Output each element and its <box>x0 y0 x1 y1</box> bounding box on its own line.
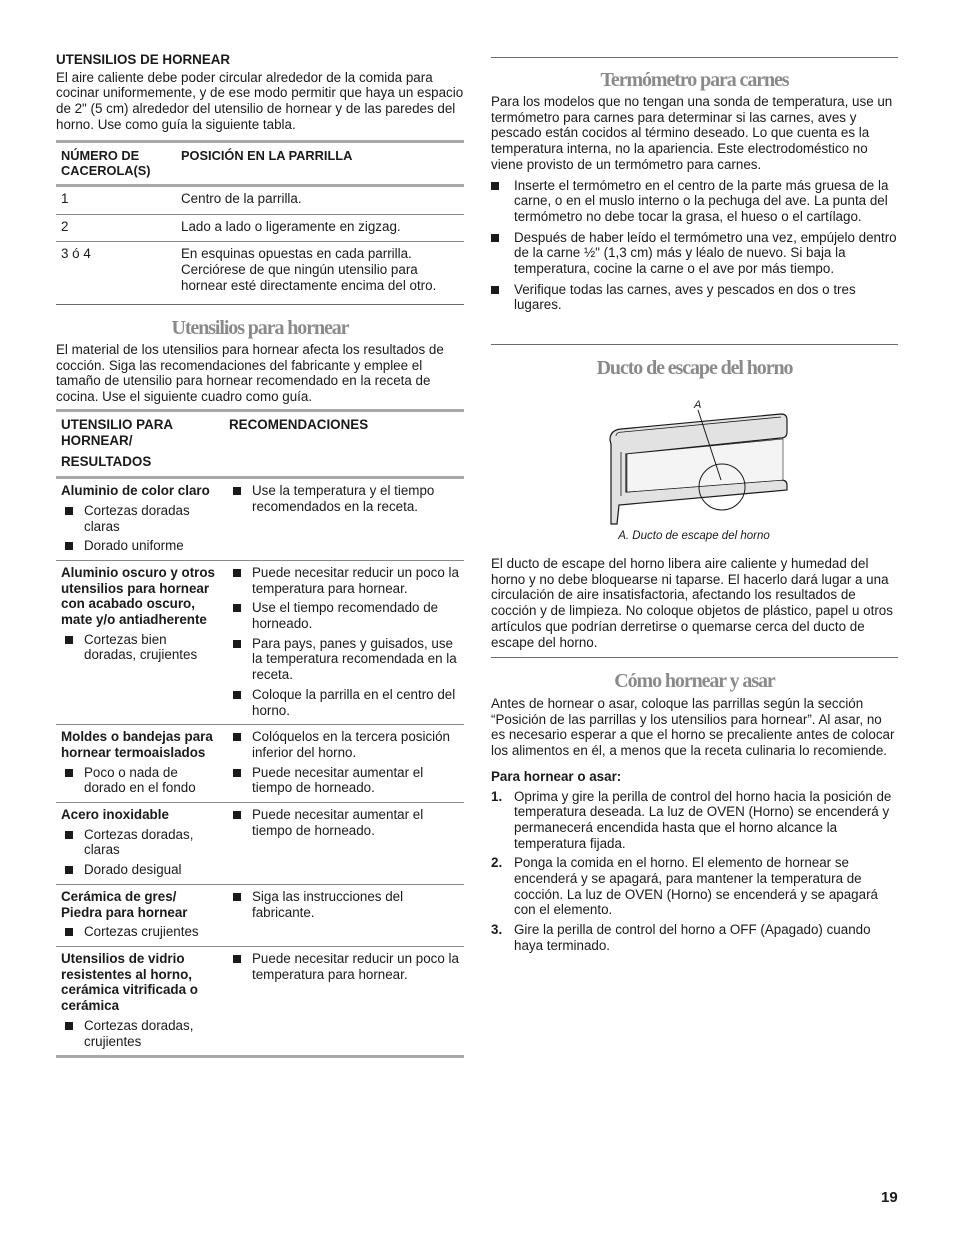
hornear-asar-section <box>491 696 898 954</box>
bullet-icon <box>233 640 241 648</box>
bullet-icon <box>65 507 73 515</box>
table-cell-utensil <box>56 725 224 803</box>
bullet-icon <box>65 831 73 839</box>
heading-ducto: Ducto de escape del horno <box>596 357 793 379</box>
table-cell-recs <box>224 560 464 724</box>
table-cell-recs <box>224 884 464 946</box>
list-item-text: Use la temperatura y el tiempo recomendados en la receta. <box>252 483 435 514</box>
step-number: 3. <box>491 922 503 938</box>
bullet-icon <box>65 542 73 550</box>
bullet-icon <box>65 636 73 644</box>
table-cell: En esquinas opuestas en cada parrilla. Cerciórese de que ningún utensilio para hornear esté directamente encima del otro. <box>176 242 464 310</box>
table-cell-utensil <box>56 884 224 946</box>
list-item-text: Verifique todas las carnes, aves y pescados en dos o tres lugares. <box>514 281 856 313</box>
list-item <box>61 827 219 858</box>
table2-header-recs: RECOMENDACIONES <box>224 411 464 478</box>
table-cell-recs <box>224 725 464 803</box>
list-item-text: Colóquelos en la tercera posición inferior del horno. <box>252 729 451 760</box>
list-item-text: Siga las instrucciones del fabricante. <box>252 888 404 920</box>
divider <box>491 57 898 58</box>
table-row <box>56 946 464 1056</box>
bullet-icon <box>233 604 241 612</box>
list-item <box>61 1018 219 1049</box>
heading-utensilios-hornear: Utensilios para hornear <box>171 317 349 339</box>
bullet-icon <box>233 733 241 741</box>
termometro-section <box>491 94 898 313</box>
utensilios-intro: El aire caliente debe poder circular alrededor de la comida para cocinar uniformemente, y de ese modo permitir que haya un espacio de 2" (5 cm) alrededor del utensilio de hornear y de las paredes del horno. Use como guía la siguiente tabla. <box>56 69 464 132</box>
heading-hornear-asar: Cómo hornear y asar <box>614 670 775 692</box>
list-item <box>61 924 219 940</box>
bullet-icon <box>491 286 499 294</box>
list-item-text: Dorado uniforme <box>84 538 184 554</box>
page-number: 19 <box>881 1189 898 1206</box>
table-cell: 3 ó 4 <box>56 242 176 310</box>
list-item-text: Cortezas crujientes <box>84 924 199 940</box>
divider <box>56 304 464 305</box>
bullet-icon <box>65 866 73 874</box>
utensil-name: Cerámica de gres/ Piedra para hornear <box>61 888 188 920</box>
bullet-icon <box>491 182 499 190</box>
list-item-text: Coloque la parrilla en el centro del horno. <box>252 686 456 718</box>
bullet-icon <box>233 691 241 699</box>
list-item <box>491 282 898 313</box>
utensilios-hornear-text: El material de los utensilios para hornear afecta los resultados de cocción. Siga las recomendaciones del fabricante y emplee el tamaño de utensilio para hornear recomendado en la receta de cocina. Use el siguiente cuadro como guía. <box>56 342 444 405</box>
list-item <box>229 765 459 796</box>
list-item <box>229 951 459 982</box>
table-cell-utensil <box>56 560 224 724</box>
divider <box>491 344 898 345</box>
table-cell-recs <box>224 946 464 1056</box>
table2-header-utensil <box>56 411 224 478</box>
list-item <box>491 855 898 918</box>
table-cell-recs <box>224 478 464 561</box>
table1-header-count: NÚMERO DE CACEROLA(S) <box>56 142 176 186</box>
list-item-text: Para pays, panes y guisados, use la temperatura recomendada en la receta. <box>252 635 457 683</box>
figure-label-a: A <box>694 399 702 411</box>
list-item-text: Cortezas doradas, crujientes <box>84 1017 194 1049</box>
list-item <box>61 862 219 878</box>
list-item <box>229 636 459 683</box>
hornear-asar-steps <box>491 789 898 954</box>
utensil-name: Aluminio oscuro y otros utensilios para hornear con acabado oscuro, mate y/o antiadherente <box>61 564 216 628</box>
bullet-icon <box>233 569 241 577</box>
bullet-icon <box>65 1022 73 1030</box>
step-text: Gire la perilla de control del horno a OFF (Apagado) cuando haya terminado. <box>514 922 871 953</box>
list-item-text: Puede necesitar reducir un poco la temperatura para hornear. <box>252 950 459 982</box>
list-item <box>229 483 459 514</box>
table-row <box>56 560 464 724</box>
list-item-text: Después de haber leído el termómetro una vez, empújelo dentro de la carne ½" (1,3 cm) más y léalo de nuevo. Si baja la temperatura, cocine la carne o el ave por más tiempo. <box>514 229 897 277</box>
termometro-bullets <box>491 178 898 314</box>
list-item <box>491 178 898 225</box>
list-item-text: Poco o nada de dorado en el fondo <box>84 764 196 796</box>
table-row <box>56 478 464 561</box>
table2-header-utensil-line2: RESULTADOS <box>61 454 152 470</box>
bullet-icon <box>491 234 499 242</box>
ducto-text: El ducto de escape del horno libera aire caliente y humedad del horno y no debe bloquearse ni taparse. El hacerlo dará lugar a una circulación de aire insatisfactoria, afectando los resultados de cocción y de limpieza. No coloque objetos de plástico, papel u otros artículos que podrían derretirse o quemarse cerca del ducto de escape del horno. <box>491 556 893 650</box>
list-item <box>61 632 219 663</box>
utensil-name: Aluminio de color claro <box>61 483 210 499</box>
list-item <box>229 565 459 596</box>
bullet-icon <box>233 811 241 819</box>
list-item-text: Cortezas doradas claras <box>84 502 190 534</box>
bakeware-table <box>56 409 464 1058</box>
list-item <box>229 889 459 920</box>
bullet-icon <box>233 893 241 901</box>
bakeware-table-body <box>56 478 464 1057</box>
list-item <box>229 600 459 631</box>
utensil-name: Moldes o bandejas para hornear termoaislados <box>61 729 213 760</box>
oven-vent-illustration <box>491 392 898 542</box>
list-item <box>229 807 459 838</box>
step-number: 2. <box>491 855 503 871</box>
list-item <box>61 765 219 796</box>
list-item <box>229 729 459 760</box>
list-item <box>229 687 459 718</box>
table1-header-position: POSICIÓN EN LA PARRILLA <box>176 142 464 186</box>
list-item-text: Use el tiempo recomendado de horneado. <box>252 600 439 632</box>
figure-caption: A. Ducto de escape del horno <box>618 530 770 542</box>
divider <box>491 657 898 658</box>
list-item-text: Puede necesitar aumentar el tiempo de horneado. <box>252 807 424 838</box>
step-text: Oprima y gire la perilla de control del horno hacia la posición de temperatura deseada. La luz de OVEN (Horno) se encenderá y permanecerá encendida hasta que el horno alcance la temperatura fijada. <box>514 788 892 851</box>
table-row <box>56 803 464 885</box>
list-item <box>491 230 898 277</box>
list-item <box>61 538 219 554</box>
table-cell: Centro de la parrilla. <box>176 186 464 215</box>
list-item-text: Puede necesitar reducir un poco la temperatura para hornear. <box>252 564 459 596</box>
table-row <box>56 884 464 946</box>
section-title-utensilios: UTENSILIOS DE HORNEAR <box>56 52 231 67</box>
hornear-asar-subtitle: Para hornear o asar: <box>491 768 622 784</box>
table-cell-utensil <box>56 803 224 885</box>
list-item-text: Cortezas bien doradas, crujientes <box>84 631 198 663</box>
termometro-text: Para los modelos que no tengan una sonda de temperatura, use un termómetro para carnes para determinar si las carnes, aves y pescado están cocidos al término deseado. Lo que cuenta es la temperatura interna, no la apariencia. Este electrodoméstico no viene provisto de un termómetro para carnes. <box>491 94 893 172</box>
table-cell: 2 <box>56 214 176 242</box>
list-item-text: Cortezas doradas, claras <box>84 826 194 858</box>
bullet-icon <box>233 955 241 963</box>
list-item <box>61 503 219 534</box>
table-cell: Lado a lado o ligeramente en zigzag. <box>176 214 464 242</box>
hornear-asar-text: Antes de hornear o asar, coloque las parrillas según la sección “Posición de las parrillas y los utensilios para hornear”. Al asar, no es necesario esperar a que el horno se precaliente antes de colocar los alimentos en él, a menos que la receta culinaria lo recomiende. <box>491 696 895 759</box>
table-cell-utensil <box>56 946 224 1056</box>
list-item <box>491 789 898 852</box>
list-item <box>491 922 898 953</box>
table-cell-utensil <box>56 478 224 561</box>
bullet-icon <box>65 769 73 777</box>
list-item-text: Inserte el termómetro en el centro de la parte más gruesa de la carne, o en el muslo interno o la pechuga del ave. La punta del termómetro no debe tocar la grasa, el hueso o el cartílago. <box>514 177 889 224</box>
bullet-icon <box>65 928 73 936</box>
table-cell-recs <box>224 803 464 885</box>
list-item-text: Dorado desigual <box>84 862 182 878</box>
table-cell: 1 <box>56 186 176 215</box>
vent-figure <box>491 392 898 542</box>
bullet-icon <box>233 487 241 495</box>
list-item-text: Puede necesitar aumentar el tiempo de horneado. <box>252 764 424 796</box>
heading-termometro: Termómetro para carnes <box>600 69 789 91</box>
step-text: Ponga la comida en el horno. El elemento de hornear se encenderá y se apagará, para mantener la temperatura de cocción. La luz de OVEN (Horno) se encenderá y se apagará con el elemento. <box>514 855 878 918</box>
rack-position-table <box>56 140 464 310</box>
table-row <box>56 725 464 803</box>
utensil-name: Utensilios de vidrio resistentes al horno, cerámica vitrificada o cerámica <box>61 950 198 1014</box>
table2-header-utensil-line1: UTENSILIO PARA HORNEAR/ <box>61 417 173 448</box>
utensil-name: Acero inoxidable <box>61 807 169 823</box>
bullet-icon <box>233 769 241 777</box>
step-number: 1. <box>491 788 503 804</box>
